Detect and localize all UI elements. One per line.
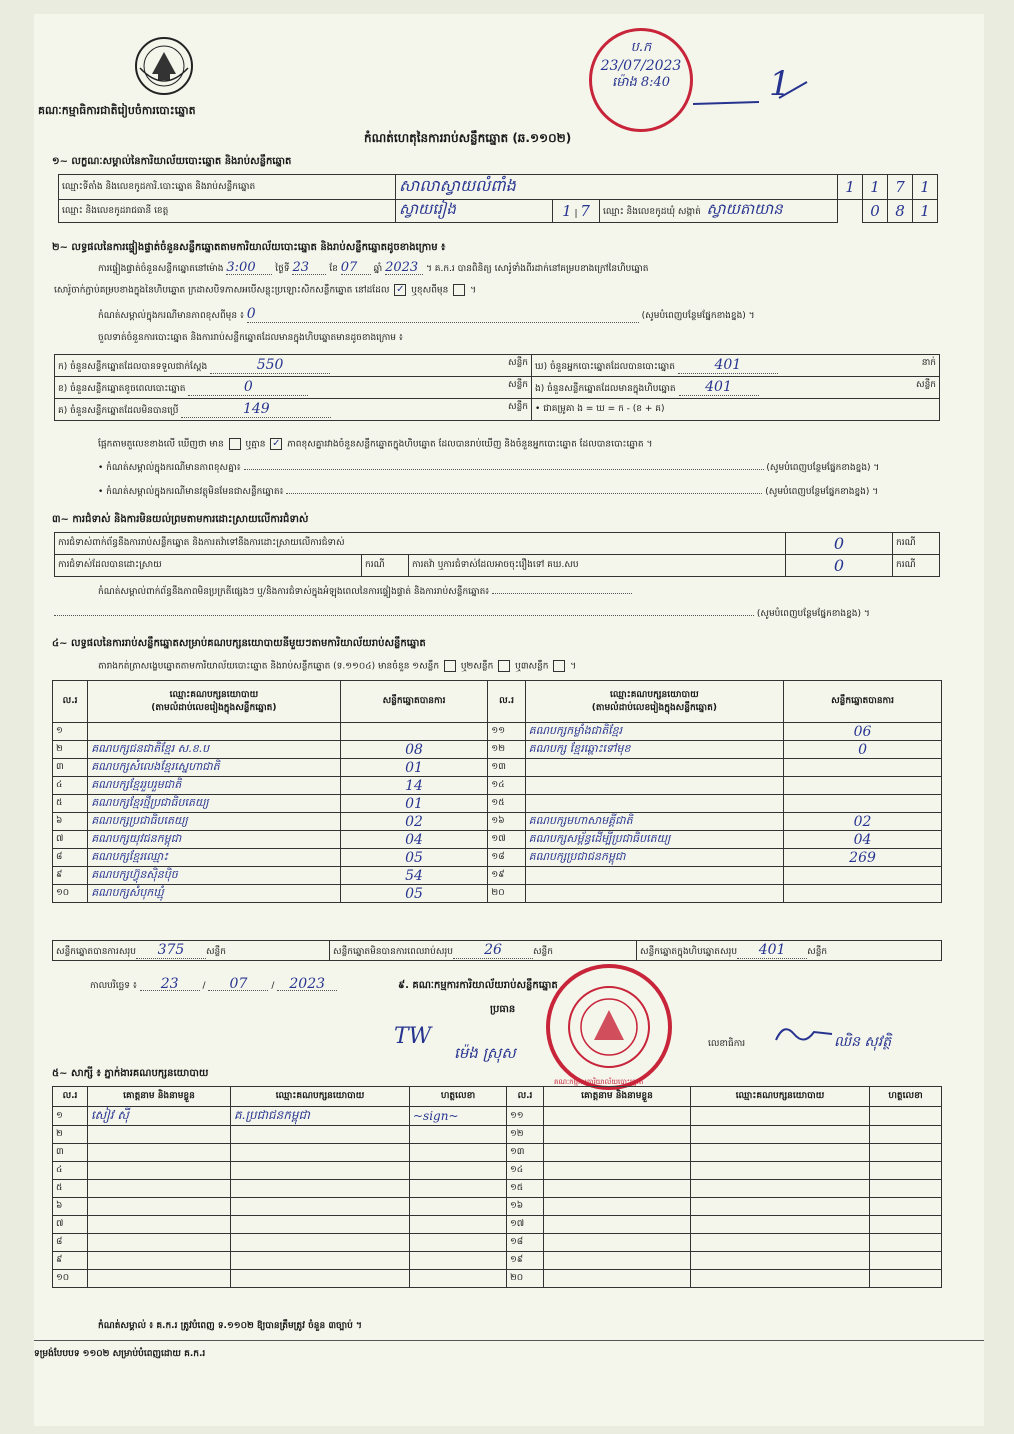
sheets-1-checkbox[interactable] [444, 660, 456, 672]
result-no: ៣ [53, 759, 88, 777]
witness-name [88, 1216, 231, 1234]
table-row [53, 759, 942, 777]
witness-no: ១ [53, 1107, 88, 1126]
voters-count: ឃ) ចំនួនអ្នកបោះឆ្នោតដែលបានបោះឆ្នោត 401 នាក់ [532, 355, 940, 377]
witness-no: ៨ [53, 1234, 88, 1252]
result-votes: 54 [340, 867, 488, 885]
committee-title: ៩. គណៈកម្មការការិយាល័យរាប់សន្លឹកឆ្នោត [398, 980, 558, 991]
form-title: កំណត់ហេតុនៃការរាប់សន្លឹកឆ្នោត (ឆ.១១០២) [364, 131, 572, 145]
result-party: គណបក្សសំលេងខ្មែរស្នេហាជាតិ [88, 759, 340, 777]
province-label: ឈ្មោះ និងលេខកូដរាជធានី ខេត្ត [59, 200, 396, 223]
witness-party [691, 1162, 870, 1180]
count-table [54, 354, 940, 421]
w-col-party-right: ឈ្មោះគណបក្សនយោបាយ [691, 1087, 870, 1107]
table-row [53, 1162, 942, 1180]
witness-name [88, 1252, 231, 1270]
section1-table [58, 174, 938, 223]
irregularity-note: កំណត់សម្គាល់ពាក់ព័ន្ធនឹងភាពមិនប្រក្រតីផ្សេងៗ ឬ/និងការជំទាស់ក្នុងអំឡុងពេលនៃការផ្ទៀងផ្ទាត់ និងការរាប់សន្លឹកឆ្នោត៖ [98, 586, 632, 598]
result-no: ៤ [53, 777, 88, 795]
witness-party: គ.ប្រជាជនកម្ពុជា [231, 1107, 410, 1126]
witness-no: ១១ [507, 1107, 544, 1126]
witness-name [544, 1107, 691, 1126]
result-votes [784, 777, 942, 795]
result-no: ១៤ [488, 777, 525, 795]
witness-signature [870, 1234, 942, 1252]
unchanged-checkbox[interactable]: ✓ [396, 284, 405, 295]
result-party: គណបក្សយុវជនកម្ពុជា [88, 831, 340, 849]
table-row [53, 1198, 942, 1216]
formula-note: • ជាគម្រូគា ង = ឃ = ក - (ខ + គ) [532, 399, 940, 421]
result-no: ១៩ [488, 867, 525, 885]
no-difference-checkbox[interactable]: ✓ [272, 438, 281, 449]
result-votes: 01 [340, 759, 488, 777]
witness-name [544, 1234, 691, 1252]
table-row [53, 831, 942, 849]
witness-signature [870, 1162, 942, 1180]
station-name-value: សាលាស្វាយលំពាំង [396, 175, 838, 200]
table-row [53, 723, 942, 741]
witness-signature [870, 1107, 942, 1126]
table-row [53, 813, 942, 831]
witness-no: ១២ [507, 1126, 544, 1144]
witness-no: ១៦ [507, 1198, 544, 1216]
section2-heading: ២~ លទ្ធផលនៃការផ្ទៀងផ្ទាត់ចំនួនសន្លឹកឆ្នោតតាមការិយាល័យបោះឆ្នោត និងរាប់សន្លឹកឆ្នោតដូចខាងក្រោម ៖ [52, 242, 446, 253]
province-code: 1 | 7 [553, 200, 600, 223]
total-in-box-value: 401 [737, 942, 807, 959]
stamp-mark: 1 [769, 64, 791, 104]
witness-name: សៀវ ស៊ី [88, 1107, 231, 1126]
witness-party [231, 1252, 410, 1270]
witness-name [544, 1270, 691, 1288]
witness-name [88, 1126, 231, 1144]
form-page [34, 14, 984, 1426]
commune-code-1: 0 [863, 200, 888, 223]
complaint-row1-label: ការជំទាស់ពាក់ព័ន្ធនឹងការរាប់សន្លឹកឆ្នោត និងការតវ៉ាទៅនឹងការដោះស្រាយលើការជំទាស់ [55, 533, 786, 555]
result-no: ១១ [488, 723, 525, 741]
witness-no: ១០ [53, 1270, 88, 1288]
result-votes: 01 [340, 795, 488, 813]
commune-value: ស្វាយតាយាន [706, 200, 783, 218]
result-party: គណបក្សកម្លាំងជាតិខ្មែរ [525, 723, 783, 741]
witness-no: ១៨ [507, 1234, 544, 1252]
witness-no: ៤ [53, 1162, 88, 1180]
chair-signature-mark: TW [394, 1024, 432, 1049]
unused-ballots-value: 149 [181, 401, 331, 418]
result-party: គណបក្សប្រជាជនកម្ពុជា [525, 849, 783, 867]
table-row [53, 885, 942, 903]
irregularity-hint-line: (សូមបំពេញបន្ថែមផ្នែកខាងខ្នង) ។ [54, 608, 870, 620]
witness-party [231, 1126, 410, 1144]
result-no: ១២ [488, 741, 525, 759]
witness-name [544, 1180, 691, 1198]
result-party: គណបក្សមហាសាមគ្គីជាតិ [525, 813, 783, 831]
result-votes: 02 [340, 813, 488, 831]
result-party [525, 885, 783, 903]
witness-party [691, 1144, 870, 1162]
station-code-2: 1 [863, 175, 888, 200]
result-party: គណបក្សខ្មែរឈ្មោះ [88, 849, 340, 867]
witness-no: ១៩ [507, 1252, 544, 1270]
verify-time: 3:00 [226, 262, 272, 275]
witness-no: ៩ [53, 1252, 88, 1270]
signing-date: កាលបរិច្ឆេទ ៖ 23 / 07 / 2023 [90, 978, 337, 992]
witness-signature [870, 1252, 942, 1270]
table-row [53, 741, 942, 759]
witness-signature: ~sign~ [410, 1107, 507, 1126]
witness-signature [870, 1216, 942, 1234]
w-col-name-left: គោត្តនាម និងនាមខ្លួន [88, 1087, 231, 1107]
complaint-resolved-label: ការជំទាស់ដែលបានដោះស្រាយ [55, 555, 362, 577]
result-votes: 06 [784, 723, 942, 741]
stamp-line3: ម៉ោង 8:40 [611, 75, 671, 90]
table-row [53, 1270, 942, 1288]
witness-signature [410, 1162, 507, 1180]
witness-no: ១៤ [507, 1162, 544, 1180]
complaint-resolved-unit: ករណី [362, 555, 409, 577]
station-code-1: 1 [838, 175, 863, 200]
commune-code-2: 8 [888, 200, 913, 223]
commune-code-3: 1 [913, 200, 938, 223]
date-year: 2023 [277, 978, 337, 991]
secretary-signature: ឈិន សុវត្ថិ [834, 1034, 892, 1050]
table-row [53, 849, 942, 867]
witness-name [544, 1216, 691, 1234]
received-stamp [589, 28, 693, 132]
bullet-difference: • កំណត់សម្គាល់ក្នុងករណីមានភាពខុសគ្នា៖ (សូមបំពេញបន្ថែមផ្នែកខាងខ្នង) ។ [98, 463, 880, 473]
station-code-3: 7 [888, 175, 913, 200]
sheets-3-checkbox[interactable] [553, 660, 565, 672]
witness-party [691, 1198, 870, 1216]
result-votes: 05 [340, 885, 488, 903]
witness-no: ២ [53, 1126, 88, 1144]
witness-signature [870, 1126, 942, 1144]
result-party: គណបក្សជនជាតិខ្មែរ ស.ខ.ប [88, 741, 340, 759]
spoiled-ballots: ខ) ចំនួនសន្លឹកឆ្នោតខូចពេលបោះឆ្នោត 0 សន្លឹក [55, 377, 532, 399]
witness-party [231, 1198, 410, 1216]
witness-signature [870, 1144, 942, 1162]
col-no-right: ល.រ [488, 681, 525, 723]
total-valid: សន្លឹកឆ្នោតបានការសរុប 375 សន្លឹក [53, 941, 330, 961]
stamp-underline [689, 78, 809, 108]
w-col-sign-right: ហត្ថលេខា [870, 1087, 942, 1107]
results-body [53, 723, 942, 903]
witness-party [691, 1252, 870, 1270]
section3-heading: ៣~ ការជំទាស់ និងការមិនយល់ព្រមតាមការដោះស្រាយលើការជំទាស់ [52, 514, 309, 525]
col-votes-right: សន្លឹកឆ្នោតបានការ [784, 681, 942, 723]
witness-signature [870, 1270, 942, 1288]
spoiled-ballots-value: 0 [188, 379, 308, 396]
result-party [525, 759, 783, 777]
result-party [525, 795, 783, 813]
chair-label: ប្រធាន [490, 1004, 516, 1015]
witness-signature [410, 1252, 507, 1270]
verify-day: 23 [292, 262, 326, 275]
witness-no: ៣ [53, 1144, 88, 1162]
result-votes: 04 [340, 831, 488, 849]
form-footer: ទម្រង់បែបបទ ១១០២ សម្រាប់បំពេញដោយ គ.ក.រ [34, 1349, 206, 1359]
result-votes [784, 795, 942, 813]
witness-name [544, 1126, 691, 1144]
table-row [53, 1180, 942, 1198]
result-party [525, 867, 783, 885]
witness-signature [410, 1126, 507, 1144]
ballots-in-box-value: 401 [679, 379, 759, 396]
witness-no: ៧ [53, 1216, 88, 1234]
diff-note-line: កំណត់សម្គាល់ក្នុងករណីមានភាពខុសពីមុន ៖ 0 (សូមបំពេញបន្ថែមផ្នែកខាងខ្នង) ។ [98, 306, 755, 322]
totals-table [52, 940, 942, 961]
committee-seal [546, 964, 672, 1090]
witness-signature [410, 1198, 507, 1216]
complaint-appeal-label: ការតវ៉ា ឬការជំទាស់ដែលអាចចុះរឿងទៅ គឃ.សប [409, 555, 786, 577]
witness-party [691, 1270, 870, 1288]
org-name: គណៈកម្មាធិការជាតិរៀបចំការបោះឆ្នោត [38, 104, 196, 117]
count-intro: ចួលទាត់ចំនួនការបោះឆ្នោត និងការរាប់សន្លឹកឆ្នោតដែលមានក្នុងហិបឆ្នោតមានដូចខាងក្រោម ៖ [98, 333, 403, 343]
summary-sheets-line: តារាងកត់ត្រាសង្ខេបឆ្នោតតាមការិយាល័យបោះឆ្នោត និងរាប់សន្លឹកឆ្នោត (ទ.១១០៤) មានចំនួន ១សន្លឹក ឬ២សន្លឹក ឬ៣សន្លឹក ។ [98, 661, 577, 672]
witness-party [691, 1126, 870, 1144]
result-no: ១ [53, 723, 88, 741]
chair-signature: ម៉េង ស្រុស [454, 1044, 516, 1062]
table-row [53, 795, 942, 813]
result-no: ១០ [53, 885, 88, 903]
result-no: ២ [53, 741, 88, 759]
result-party: គណបក្សហ៊្វុនស៊ិនប៉ិច [88, 867, 340, 885]
received-ballots: ក) ចំនួនសន្លឹកឆ្នោតដែលបានទទួលជាក់ស្តែង 550 សន្លឹក [55, 355, 532, 377]
diff-note-value: 0 [246, 306, 256, 322]
result-no: ១៨ [488, 849, 525, 867]
witness-no: ១៥ [507, 1180, 544, 1198]
witness-no: ១៣ [507, 1144, 544, 1162]
witness-party [691, 1216, 870, 1234]
voters-count-value: 401 [678, 357, 778, 374]
result-no: ៧ [53, 831, 88, 849]
verify-time-line: ការផ្ទៀងផ្ទាត់ចំនួនសន្លឹកឆ្នោតនៅម៉ោង 3:00 ថ្ងៃទី 23 ខែ 07 ឆ្នាំ 2023 ។ គ.ក.រ បានពិនិត្យ សោរ៉ូទាំងពីរដាក់នៅគម្របខាងក្រៅនៃហិបឆ្នោត [98, 260, 649, 275]
witness-footnote: កំណត់សម្គាល់ ៖ គ.ក.រ ត្រូវបំពេញ ទ.១១០២ ឱ្យបានត្រឹមត្រូវ ចំនួន ៣ច្បាប់ ។ [98, 1321, 362, 1331]
date-day: 23 [140, 978, 200, 991]
witness-signature [410, 1216, 507, 1234]
result-no: ១៧ [488, 831, 525, 849]
w-col-no-left: ល.រ [53, 1087, 88, 1107]
witness-name [88, 1144, 231, 1162]
result-no: ៩ [53, 867, 88, 885]
result-votes: 0 [784, 741, 942, 759]
witness-name [88, 1270, 231, 1288]
verify-year: 2023 [385, 262, 423, 275]
results-table [52, 680, 942, 903]
witness-party [231, 1216, 410, 1234]
witness-party [231, 1162, 410, 1180]
result-no: ៨ [53, 849, 88, 867]
emblem-logo [132, 34, 196, 98]
result-no: ១៥ [488, 795, 525, 813]
unused-ballots: គ) ចំនួនសន្លឹកឆ្នោតដែលមិនបានប្រើ 149 សន្លឹក [55, 399, 532, 421]
result-votes: 08 [340, 741, 488, 759]
section1-heading: ១~ លក្ខណៈសម្គាល់នៃការិយាល័យបោះឆ្នោត និងរាប់សន្លឹកឆ្នោត [52, 156, 292, 167]
table-row [53, 777, 942, 795]
discrepancy-line: ផ្អែកតាមតួលេខខាងលើ ឃើញថា មាន ឬគ្មាន ✓ ភាពខុសគ្នារវាងចំនួនសន្លឹកឆ្នោតក្នុងហិបឆ្នោត ដែលបានរាប់ឃើញ និងចំនួនអ្នកបោះឆ្នោត ដែលបានបោះឆ្នោត ។ [98, 438, 653, 450]
col-no-left: ល.រ [53, 681, 88, 723]
witness-party [231, 1234, 410, 1252]
result-party [88, 723, 340, 741]
table-row [53, 1252, 942, 1270]
witness-name [88, 1180, 231, 1198]
witness-signature [870, 1198, 942, 1216]
witness-signature [410, 1234, 507, 1252]
secretary-signature-mark [774, 1020, 834, 1046]
ballots-in-box: ង) ចំនួនសន្លឹកឆ្នោតដែលមានក្នុងហិបឆ្នោត 401 សន្លឹក [532, 377, 940, 399]
witness-signature [410, 1270, 507, 1288]
witness-name [544, 1198, 691, 1216]
bullet-foreign-object: • កំណត់សម្គាល់ក្នុងករណីមានវត្ថុមិនមែនជាសន្លឹកឆ្នោត៖ (សូមបំពេញបន្ថែមផ្នែកខាងខ្នង) ។ [98, 487, 879, 497]
table-row [53, 1216, 942, 1234]
date-month: 07 [208, 978, 268, 991]
witness-name [88, 1234, 231, 1252]
result-votes: 269 [784, 849, 942, 867]
total-invalid-value: 26 [453, 942, 533, 959]
witness-party [231, 1180, 410, 1198]
section4-heading: ៤~ លទ្ធផលនៃការរាប់សន្លឹកឆ្នោតសម្រាប់គណបក្សនយោបាយនីមួយៗតាមការិយាល័យរាប់សន្លឹកឆ្នោត [52, 638, 426, 649]
witness-table [52, 1086, 942, 1288]
result-party: គណបក្សសម្ព័ន្ធដើម្បីប្រជាធិបតេយ្យ [525, 831, 783, 849]
table-row [53, 1234, 942, 1252]
result-votes [340, 723, 488, 741]
result-party: គណបក្សខ្មែរថ្មីប្រជាធិបតេយ្យ [88, 795, 340, 813]
result-party: គណបក្សប្រជាធិបតេយ្យ [88, 813, 340, 831]
secretary-label: លេខាធិការ [708, 1039, 746, 1049]
w-col-sign-left: ហត្ថលេខា [410, 1087, 507, 1107]
result-party: គណបក្សខ្មែររួបរួមជាតិ [88, 777, 340, 795]
witness-signature [870, 1180, 942, 1198]
station-code-4: 1 [913, 175, 938, 200]
commune-cell [600, 200, 838, 223]
witness-party [691, 1234, 870, 1252]
w-col-party-left: ឈ្មោះគណបក្សនយោបាយ [231, 1087, 410, 1107]
sheets-2-checkbox[interactable] [498, 660, 510, 672]
result-no: ២០ [488, 885, 525, 903]
witness-no: ១៧ [507, 1216, 544, 1234]
result-votes: 14 [340, 777, 488, 795]
result-no: ១៣ [488, 759, 525, 777]
received-ballots-value: 550 [210, 357, 330, 374]
col-party-left: ឈ្មោះគណបក្សនយោបាយ (តាមលំដាប់លេខរៀងក្នុងសន្លឹកឆ្នោត) [88, 681, 340, 723]
province-value: ស្វាយរៀង [396, 200, 553, 223]
result-party: គណបក្សសំបុកឃ្មុំ [88, 885, 340, 903]
verify-month: 07 [341, 262, 371, 275]
table-row [53, 867, 942, 885]
complaint-appeal-value: 0 [786, 555, 893, 577]
complaints-table [54, 532, 940, 577]
seal-lettering: គណៈកម្មការការិយាល័យបោះឆ្នោត [554, 1078, 644, 1086]
stamp-line2: 23/07/2023 [600, 58, 682, 74]
verify-line2: សោរ៉ូចាក់ភ្ជាប់គម្របខាងក្នុងនៃហិបឆ្នោត ក្រដាសបិទភាសអបើសន្លុះប្រឡោះសិកសន្លឹកឆ្នោត នៅដដែល ✓ ឬខុសពីមុន ។ [54, 284, 477, 296]
complaint-row1-unit: ករណី [893, 533, 940, 555]
result-votes [784, 759, 942, 777]
witness-name [88, 1162, 231, 1180]
result-votes: 02 [784, 813, 942, 831]
result-no: ៥ [53, 795, 88, 813]
commune-label: ឈ្មោះ និងលេខកូដឃុំ សង្កាត់ [603, 207, 701, 217]
w-col-name-right: គោត្តនាម និងនាមខ្លួន [544, 1087, 691, 1107]
has-difference-checkbox[interactable] [229, 438, 241, 450]
table-row [53, 1144, 942, 1162]
witness-name [544, 1162, 691, 1180]
result-votes [784, 885, 942, 903]
witness-no: ៦ [53, 1198, 88, 1216]
table-row [53, 1126, 942, 1144]
col-votes-left: សន្លឹកឆ្នោតបានការ [340, 681, 488, 723]
result-votes: 04 [784, 831, 942, 849]
result-votes [784, 867, 942, 885]
w-col-no-right: ល.រ [507, 1087, 544, 1107]
table-row [53, 1107, 942, 1126]
witness-party [691, 1180, 870, 1198]
changed-checkbox[interactable] [453, 284, 465, 296]
result-party: គណបក្ស ខ្មែរឆ្ពោះទៅមុខ [525, 741, 783, 759]
witness-signature [410, 1180, 507, 1198]
witness-name [544, 1252, 691, 1270]
witness-body [53, 1107, 942, 1288]
witness-name [544, 1144, 691, 1162]
result-party [525, 777, 783, 795]
witness-no: ២០ [507, 1270, 544, 1288]
witness-signature [410, 1144, 507, 1162]
result-no: ១៦ [488, 813, 525, 831]
result-votes: 05 [340, 849, 488, 867]
witness-name [88, 1198, 231, 1216]
witness-party [231, 1270, 410, 1288]
stamp-line1: ប.ក [630, 40, 652, 55]
complaint-row1-value: 0 [786, 533, 893, 555]
witness-no: ៥ [53, 1180, 88, 1198]
complaint-appeal-unit: ករណី [893, 555, 940, 577]
witness-party [691, 1107, 870, 1126]
result-no: ៦ [53, 813, 88, 831]
section5-heading: ៥~ សាក្សី ៖ ភ្នាក់ងារគណបក្សនយោបាយ [52, 1068, 209, 1079]
witness-party [231, 1144, 410, 1162]
col-party-right: ឈ្មោះគណបក្សនយោបាយ (តាមលំដាប់លេខរៀងក្នុងសន្លឹកឆ្នោត) [525, 681, 783, 723]
total-invalid: សន្លឹកឆ្នោតមិនបានការពេលរាប់សរុប 26 សន្លឹក [330, 941, 637, 961]
total-in-box: សន្លឹកឆ្នោតក្នុងហិបឆ្នោតសរុប 401 សន្លឹក [637, 941, 942, 961]
total-valid-value: 375 [136, 942, 206, 959]
station-name-label: ឈ្មោះទីតាំង និងលេខកូដការិ.បោះឆ្នោត និងរាប់សន្លឹកឆ្នោត [59, 175, 396, 200]
